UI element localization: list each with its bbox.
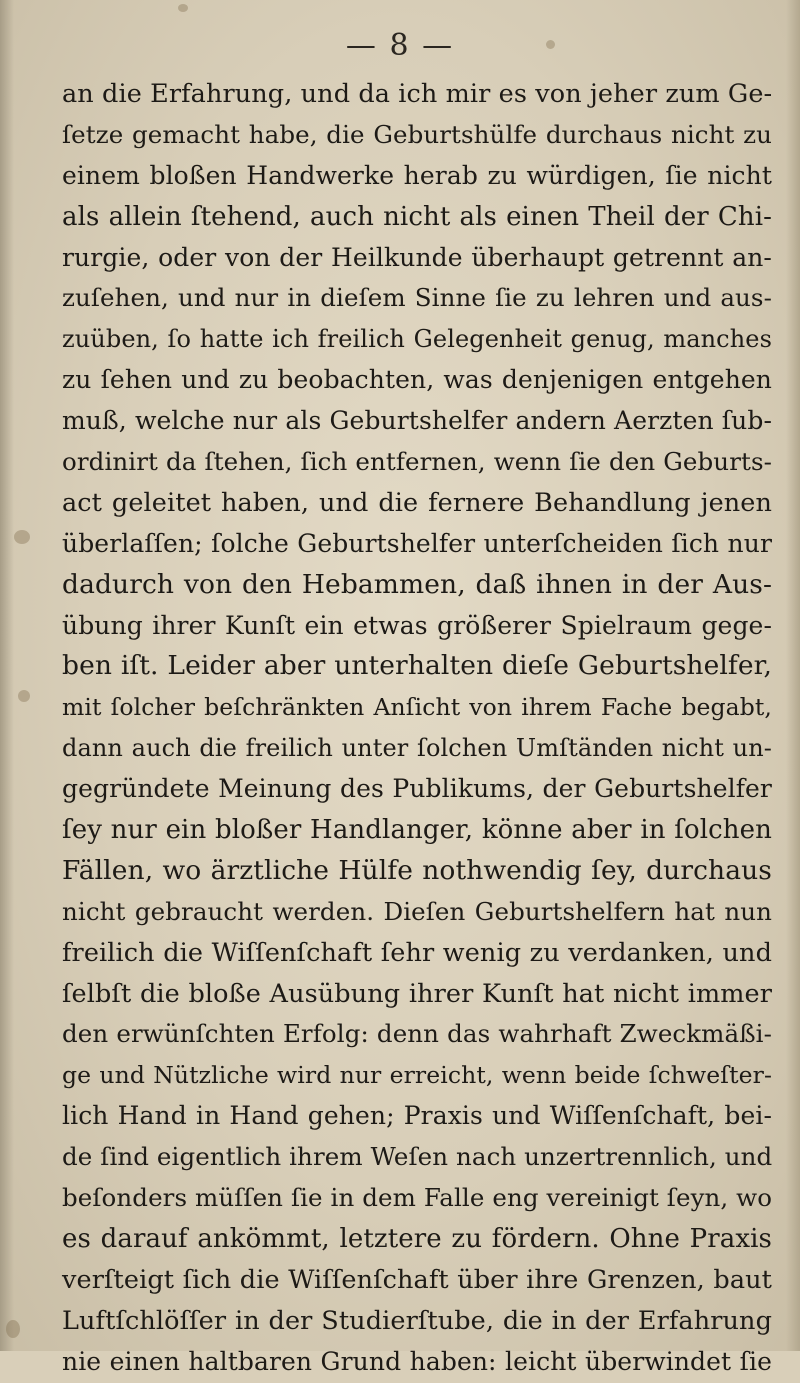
text-line: rurgie, oder von der Heilkunde überhaupt getrennt an- [62, 242, 772, 272]
text-line: den erwünſchten Erfolg: denn das wahrhaft Zweckmäßi- [62, 1019, 772, 1049]
text-line: nie einen haltbaren Grund haben: leicht überwindet ſie [62, 1346, 772, 1376]
text-line: ordinirt da ſtehen, ſich entfernen, wenn ſie den Geburts- [62, 447, 772, 477]
body-text [62, 74, 772, 1383]
text-line: mit ſolcher beſchränkten Anſicht von ihrem Fache begabt, [62, 693, 772, 722]
text-line: an die Erfahrung, und da ich mir es von jeher zum Ge- [62, 79, 773, 109]
text-line: einem bloßen Handwerke herab zu würdigen, ſie nicht [62, 160, 772, 190]
text-line: nicht gebraucht werden. Dieſen Geburtshelfern hat nun [62, 896, 772, 926]
text-line: zuüben, ſo hatte ich freilich Gelegenheit genug, manches [62, 325, 772, 354]
text-line: ſetze gemacht habe, die Geburtshülfe durchaus nicht zu [62, 119, 772, 149]
text-line: Fällen, wo ärztliche Hülfe nothwendig ſey, durchaus [62, 854, 772, 886]
text-line: muß, welche nur als Geburtshelfer andern Aerzten ſub- [62, 406, 772, 436]
text-line: verſteigt ſich die Wiſſenſchaft über ihre Grenzen, baut [62, 1264, 772, 1295]
paper-stain [6, 1320, 20, 1338]
text-line: ge und Nützliche wird nur erreicht, wenn beide ſchweſter- [62, 1061, 772, 1090]
text-line: übung ihrer Kunſt ein etwas größerer Spielraum gege- [62, 610, 772, 640]
text-line: lich Hand in Hand gehen; Praxis und Wiſſenſchaft, bei- [62, 1101, 772, 1131]
text-line: zu ſehen und zu beobachten, was denjenigen entgehen [62, 365, 772, 395]
page-left-edge-shadow [0, 0, 14, 1351]
text-line: zuſehen, und nur in dieſem Sinne ſie zu lehren und aus- [62, 283, 772, 313]
text-line: freilich die Wiſſenſchaft ſehr wenig zu verdanken, und [62, 937, 772, 968]
text-line: beſonders müſſen ſie in dem Falle eng vereinigt ſeyn, wo [62, 1183, 773, 1213]
text-line: Luftſchlöſſer in der Studierſtube, die in der Erfahrung [62, 1305, 772, 1336]
text-line: ſelbſt die bloße Ausübung ihrer Kunſt hat nicht immer [62, 978, 772, 1009]
text-line: act geleitet haben, und die fernere Behandlung jenen [62, 487, 772, 518]
paper-stain [178, 4, 188, 12]
page-number: — 8 — [345, 28, 455, 63]
page-right-edge-shadow [786, 0, 800, 1351]
text-line: ſey nur ein bloßer Handlanger, könne aber in ſolchen [62, 815, 772, 846]
text-line: gegründete Meinung des Publikums, der Geburtshelfer [62, 774, 772, 804]
text-line: dann auch die freilich unter ſolchen Umſtänden nicht un- [62, 734, 772, 763]
text-line: es darauf ankömmt, letztere zu fördern. Ohne Praxis [62, 1223, 772, 1254]
text-line: als allein ſtehend, auch nicht als einen Theil der Chi- [62, 201, 772, 232]
paper-stain [14, 530, 30, 544]
paper-stain [18, 690, 30, 702]
text-line: de ſind eigentlich ihrem Weſen nach unzertrennlich, und [62, 1142, 773, 1172]
text-line: ben iſt. Leider aber unterhalten dieſe Geburtshelfer, [62, 650, 772, 682]
text-line: überlaſſen; ſolche Geburtshelfer unterſcheiden ſich nur [62, 528, 772, 558]
text-line: dadurch von den Hebammen, daß ihnen in der Aus- [62, 568, 772, 600]
